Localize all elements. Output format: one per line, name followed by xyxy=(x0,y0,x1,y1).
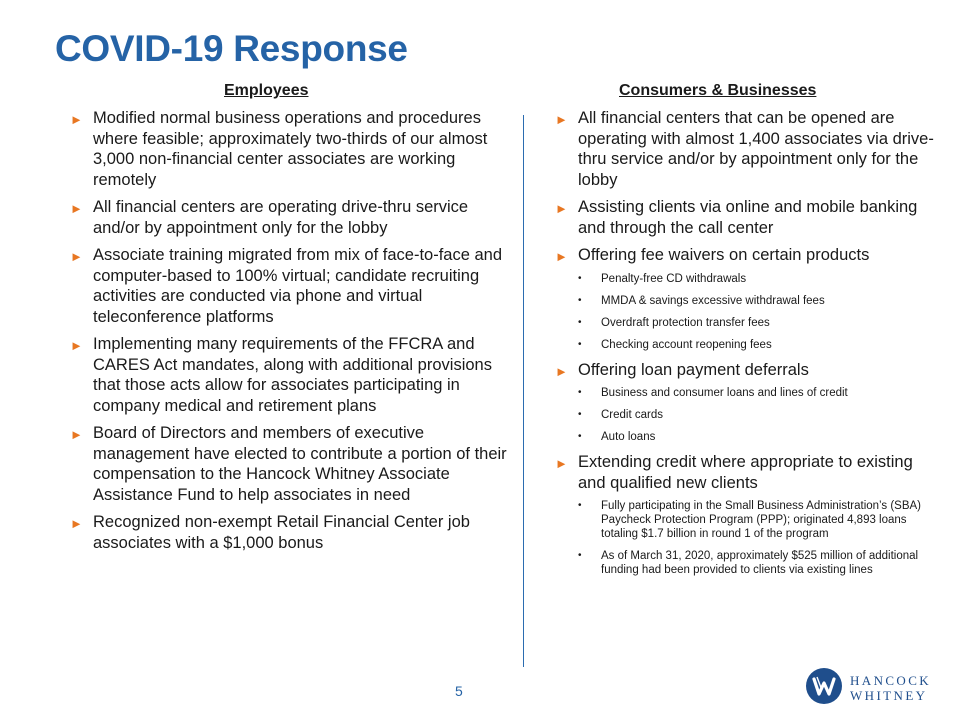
list-item xyxy=(70,245,512,327)
page-title: COVID-19 Response xyxy=(55,28,408,69)
list-item-text: Modified normal business operations and procedures where feasible; approximately two-thirds of our almost 3,000 non-financial center associates are working remotely xyxy=(93,109,488,189)
arrow-bullet-icon: ► xyxy=(555,456,568,471)
sub-list xyxy=(578,499,940,577)
list-item xyxy=(555,452,940,577)
sub-list-item xyxy=(556,338,940,352)
list-item-text: All financial centers that can be opened are operating with almost 1,400 associates via drive-thru service and/or by appointment only for the lobby xyxy=(578,109,934,189)
list-item-text: Associate training migrated from mix of face-to-face and computer-based to 100% virtual; candidate recruiting activities are conducted via phone and virtual teleconference platforms xyxy=(93,246,503,326)
arrow-bullet-icon: ► xyxy=(70,427,83,442)
list-item-text: Recognized non-exempt Retail Financial Center job associates with a $1,000 bonus xyxy=(93,513,470,552)
employees-list xyxy=(70,108,512,560)
arrow-bullet-icon: ► xyxy=(70,249,83,264)
arrow-bullet-icon: ► xyxy=(70,516,83,531)
column-divider xyxy=(523,115,524,667)
arrow-bullet-icon: ► xyxy=(70,338,83,353)
logo-text-line1: HANCOCK xyxy=(850,673,932,688)
sub-list-item-text: Checking account reopening fees xyxy=(601,338,772,351)
list-item-text: Offering loan payment deferrals xyxy=(578,360,809,379)
employees-heading: Employees xyxy=(224,82,309,99)
bullet-dot-icon: • xyxy=(578,316,582,328)
list-item-text: All financial centers are operating drive-thru service and/or by appointment only for the lobby xyxy=(93,198,469,237)
arrow-bullet-icon: ► xyxy=(555,112,568,127)
list-item xyxy=(70,108,512,190)
bullet-dot-icon: • xyxy=(578,409,582,420)
sub-list-item-text: Business and consumer loans and lines of credit xyxy=(601,387,848,399)
bullet-dot-icon: • xyxy=(578,294,582,306)
sub-list xyxy=(578,386,940,444)
consumers-list xyxy=(555,108,940,585)
arrow-bullet-icon: ► xyxy=(555,201,568,216)
bullet-dot-icon: • xyxy=(578,550,582,561)
logo-w-mark-icon xyxy=(806,668,842,704)
consumers-heading: Consumers & Businesses xyxy=(619,82,817,99)
sub-list-item xyxy=(556,549,940,577)
arrow-bullet-icon: ► xyxy=(555,363,568,379)
sub-list-item-text: As of March 31, 2020, approximately $525 million of additional funding had been provided to clients via existing lines xyxy=(601,550,919,576)
arrow-bullet-icon: ► xyxy=(70,201,83,216)
list-item xyxy=(70,197,512,238)
list-item-text: Assisting clients via online and mobile banking and through the call center xyxy=(578,198,918,237)
list-item-text: Board of Directors and members of executive management have elected to contribute a portion of their compensation to the Hancock Whitney Associate Assistance Fund to help associates in need xyxy=(93,424,507,504)
bullet-dot-icon: • xyxy=(578,500,582,511)
sub-list-item-text: Penalty-free CD withdrawals xyxy=(601,272,747,285)
list-item xyxy=(70,334,512,416)
list-item xyxy=(555,108,940,190)
sub-list-item-text: Auto loans xyxy=(601,431,656,443)
list-item xyxy=(555,245,940,352)
sub-list-item xyxy=(556,430,940,444)
list-item xyxy=(70,423,512,505)
sub-list-item xyxy=(556,272,940,286)
sub-list-item xyxy=(556,408,940,422)
sub-list-item-text: Overdraft protection transfer fees xyxy=(601,316,770,329)
page-number: 5 xyxy=(455,683,463,699)
sub-list-item xyxy=(556,294,940,308)
sub-list-item xyxy=(556,316,940,330)
list-item-text: Implementing many requirements of the FFCRA and CARES Act mandates, along with additional provisions that those acts allow for associates participating in company medical and retirement plans xyxy=(93,335,492,415)
logo-text-line2: WHITNEY xyxy=(850,688,928,703)
list-item-text: Extending credit where appropriate to existing and qualified new clients xyxy=(578,453,913,492)
sub-list-item-text: Fully participating in the Small Business Administration’s (SBA) Paycheck Protection Program (PPP); originated 4,893 loans totaling $1.7 billion in round 1 of the program xyxy=(601,500,922,540)
list-item-text: Offering fee waivers on certain products xyxy=(578,246,870,264)
sub-list-item-text: MMDA & savings excessive withdrawal fees xyxy=(601,294,825,307)
sub-list-item-text: Credit cards xyxy=(601,409,663,421)
bullet-dot-icon: • xyxy=(578,338,582,350)
list-item xyxy=(555,197,940,238)
arrow-bullet-icon: ► xyxy=(70,112,83,127)
bullet-dot-icon: • xyxy=(578,387,582,398)
sub-list-item xyxy=(556,386,940,400)
list-item xyxy=(70,512,512,553)
bullet-dot-icon: • xyxy=(578,272,582,284)
bullet-dot-icon: • xyxy=(578,431,582,442)
list-item xyxy=(555,360,940,445)
hancock-whitney-logo xyxy=(806,666,941,710)
arrow-bullet-icon: ► xyxy=(555,249,568,264)
sub-list-item xyxy=(556,499,940,541)
sub-list xyxy=(578,272,940,352)
